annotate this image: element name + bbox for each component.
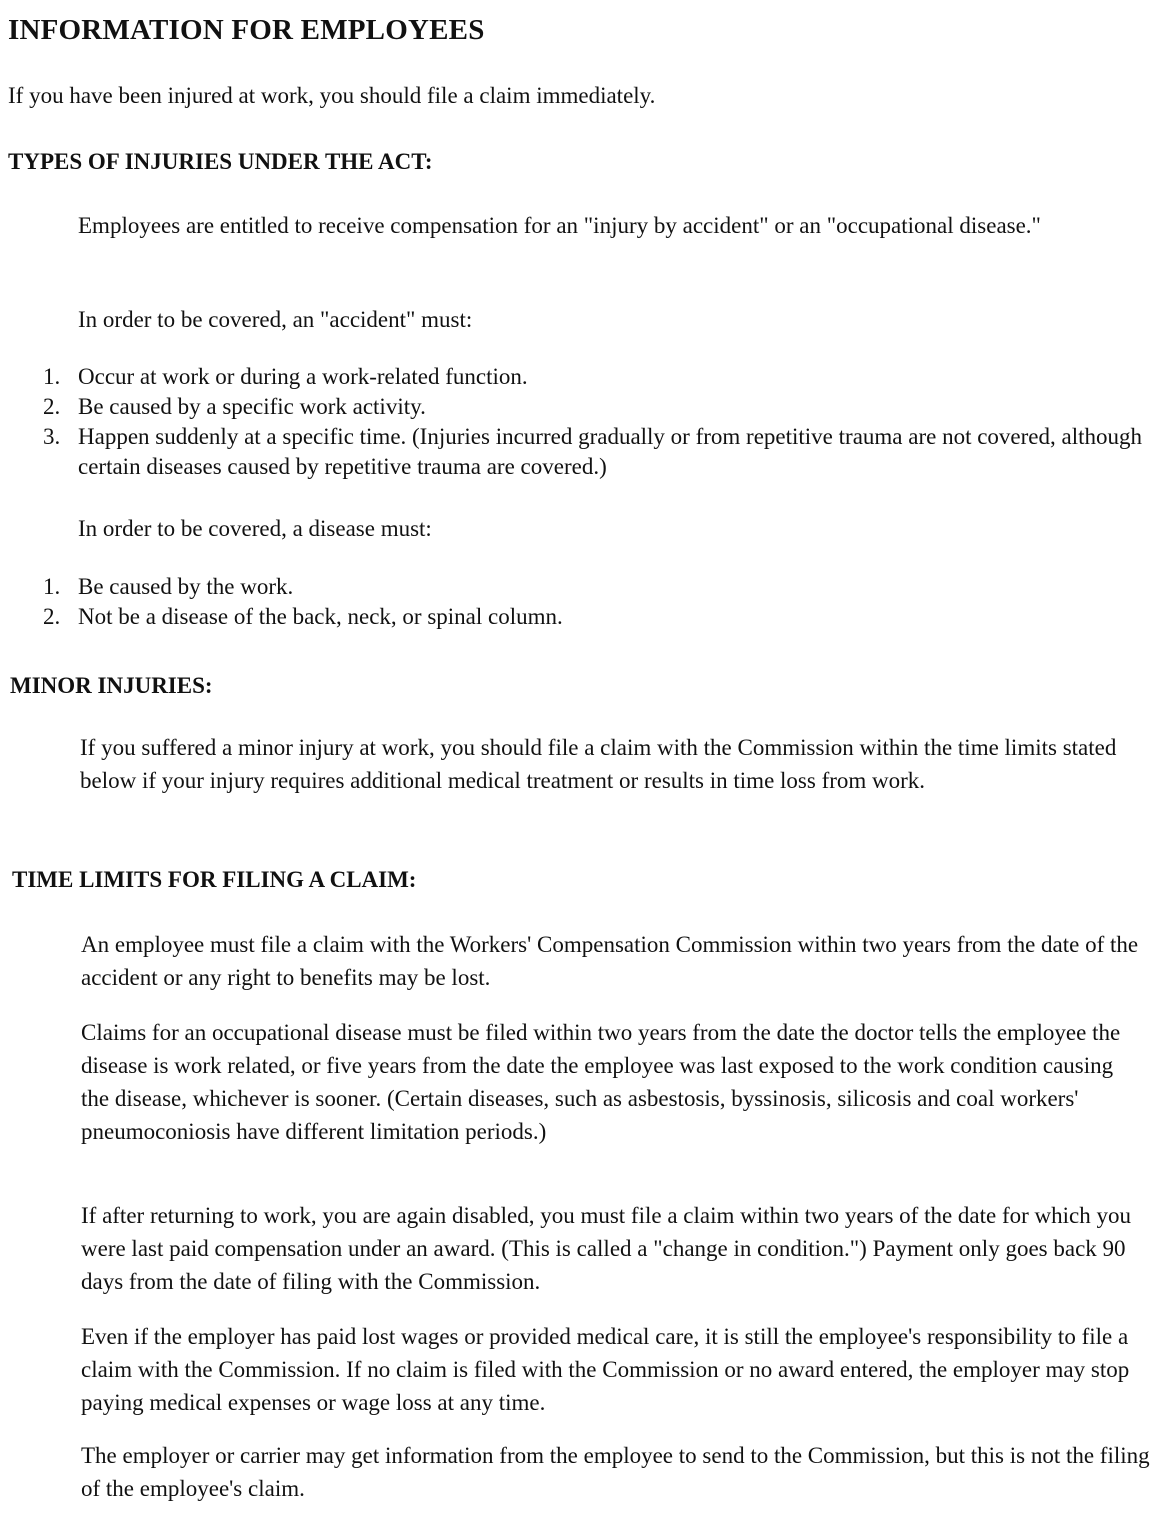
disease-intro: In order to be covered, a disease must:: [78, 516, 432, 541]
list-item: 3. Happen suddenly at a specific time. (Injuries incurred gradually or from repetitive trauma are not covered, although certain diseases caused by repetitive trauma are covered.): [43, 424, 1142, 479]
minor-injuries-paragraph: If you suffered a minor injury at work, you should file a claim with the Commission within the time limits stated below if your injury requires additional medical treatment or results in time loss from work.: [80, 735, 1117, 793]
time-limits-heading: TIME LIMITS FOR FILING A CLAIM:: [12, 867, 417, 892]
accident-requirements-list: [43, 362, 1153, 482]
list-item: 1. Occur at work or during a work-related function.: [43, 364, 528, 389]
document-title: INFORMATION FOR EMPLOYEES: [8, 14, 485, 46]
intro-text: If you have been injured at work, you should file a claim immediately.: [8, 83, 656, 108]
disease-requirements-list: [43, 572, 1153, 632]
types-heading: TYPES OF INJURIES UNDER THE ACT:: [8, 149, 433, 174]
time-limits-paragraph-4: Even if the employer has paid lost wages or provided medical care, it is still the employee's responsibility to file a claim with the Commission. If no claim is filed with the Commission or no award entered, the employer may stop paying medical expenses or wage loss at any time.: [81, 1324, 1130, 1415]
time-limits-paragraph-2: Claims for an occupational disease must be filed within two years from the date the doctor tells the employee the disease is work related, or five years from the date the employee was last exposed to the work condition causing the disease, whichever is sooner. (Certain diseases, such as asbestosis, byssinosis, silicosis and coal workers' pneumoconiosis have different limitation periods.): [81, 1020, 1121, 1144]
time-limits-paragraph-5: The employer or carrier may get information from the employee to send to the Commission, but this is not the filing of the employee's claim.: [81, 1443, 1150, 1501]
list-item: 1. Be caused by the work.: [43, 574, 294, 599]
list-item: 2. Be caused by a specific work activity.: [43, 394, 426, 419]
list-item: 2. Not be a disease of the back, neck, or spinal column.: [43, 604, 563, 629]
time-limits-paragraph-1: An employee must file a claim with the Workers' Compensation Commission within two years from the date of the accident or any right to benefits may be lost.: [81, 932, 1139, 990]
time-limits-paragraph-3: If after returning to work, you are again disabled, you must file a claim within two years of the date for which you were last paid compensation under an award. (This is called a "change in condition.") Payment only goes back 90 days from the date of filing with the Commission.: [81, 1203, 1132, 1294]
minor-injuries-heading: MINOR INJURIES:: [10, 673, 213, 698]
types-paragraph: Employees are entitled to receive compensation for an "injury by accident" or an "occupational disease.": [78, 213, 1041, 238]
accident-intro: In order to be covered, an "accident" must:: [78, 307, 473, 332]
